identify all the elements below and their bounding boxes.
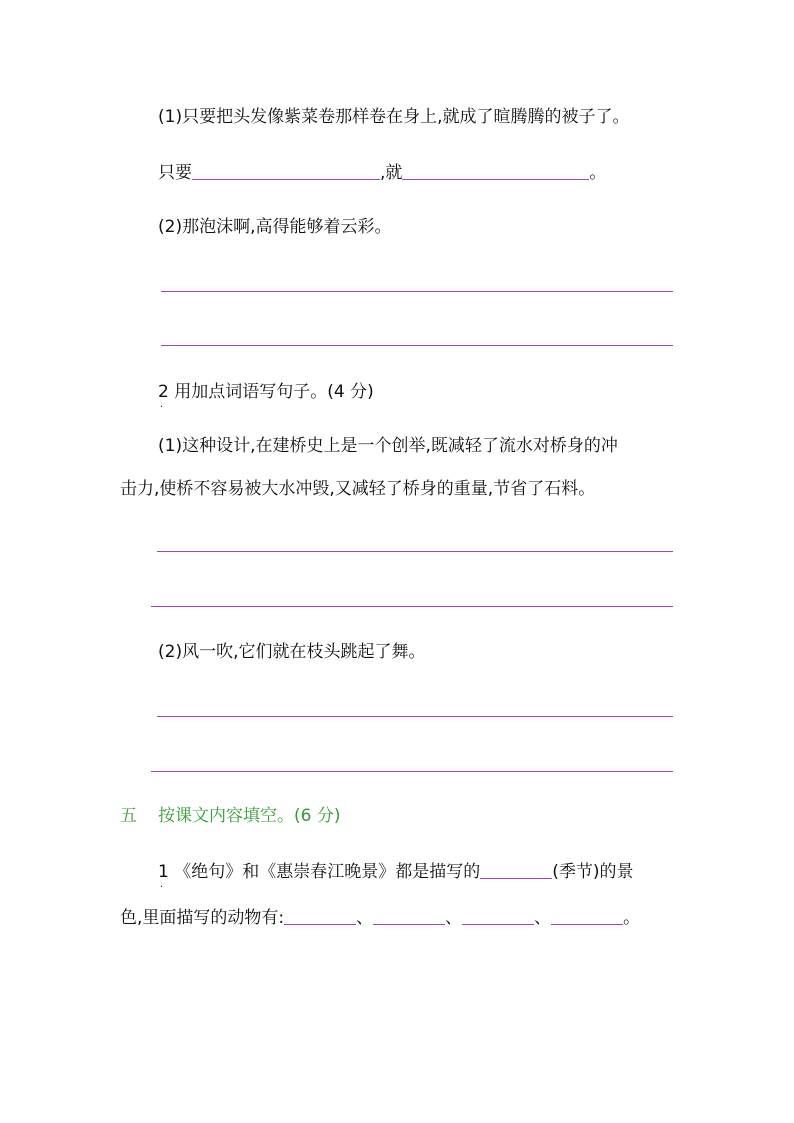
emphasis-dot: .: [160, 399, 164, 410]
emphasis-dot: .: [160, 879, 164, 890]
end-text: 。: [589, 163, 607, 183]
answer-line[interactable]: [161, 345, 673, 346]
question-number: 1 .: [158, 862, 169, 890]
blank-2[interactable]: [402, 161, 589, 180]
answer-line[interactable]: [161, 291, 673, 292]
season-blank[interactable]: [480, 860, 552, 879]
answer-line[interactable]: [151, 771, 673, 772]
animal-blank-1[interactable]: [284, 906, 356, 925]
question-number: 2 .: [158, 382, 169, 410]
sentence-1-2: (2)那泡沫啊,高得能够着云彩。: [158, 217, 392, 237]
section-5-title: 按课文内容填空。(6 分): [158, 806, 341, 826]
end-mark: 。: [623, 908, 641, 928]
question-2-heading: [158, 381, 374, 410]
mid-text: ,就: [380, 163, 403, 183]
sentence-1-1: (1)只要把头发像紫菜卷那样卷在身上,就成了暄腾腾的被子了。: [158, 107, 630, 127]
question-text: 色,里面描写的动物有:: [120, 908, 285, 928]
answer-line[interactable]: [151, 606, 673, 607]
separator: 、: [445, 908, 463, 928]
question-text-end: (季节)的景: [552, 862, 634, 882]
question-title: 用加点词语写句子。(4 分): [174, 382, 374, 402]
answer-row-1-1: [158, 161, 606, 184]
sentence-2-1-line1: (1)这种设计,在建桥史上是一个创举,既减轻了流水对桥身的冲: [158, 436, 618, 456]
sentence-2-2: (2)风一吹,它们就在枝头跳起了舞。: [158, 642, 426, 662]
fill-question-1-line1: [158, 860, 634, 890]
section-5-number: 五: [120, 806, 137, 826]
sentence-2-1-line2: 击力,使桥不容易被大水冲毁,又减轻了桥身的重量,节省了石料。: [120, 479, 596, 499]
animal-blank-2[interactable]: [373, 906, 445, 925]
blank-1[interactable]: [192, 161, 380, 180]
fill-question-1-line2: [120, 906, 640, 929]
question-text: 《绝句》和《惠崇春江晚景》都是描写的: [174, 862, 481, 882]
separator: 、: [534, 908, 552, 928]
answer-line[interactable]: [157, 551, 673, 552]
answer-line[interactable]: [157, 716, 673, 717]
prefix-text: 只要: [158, 163, 192, 183]
animal-blank-4[interactable]: [551, 906, 623, 925]
separator: 、: [356, 908, 374, 928]
animal-blank-3[interactable]: [462, 906, 534, 925]
